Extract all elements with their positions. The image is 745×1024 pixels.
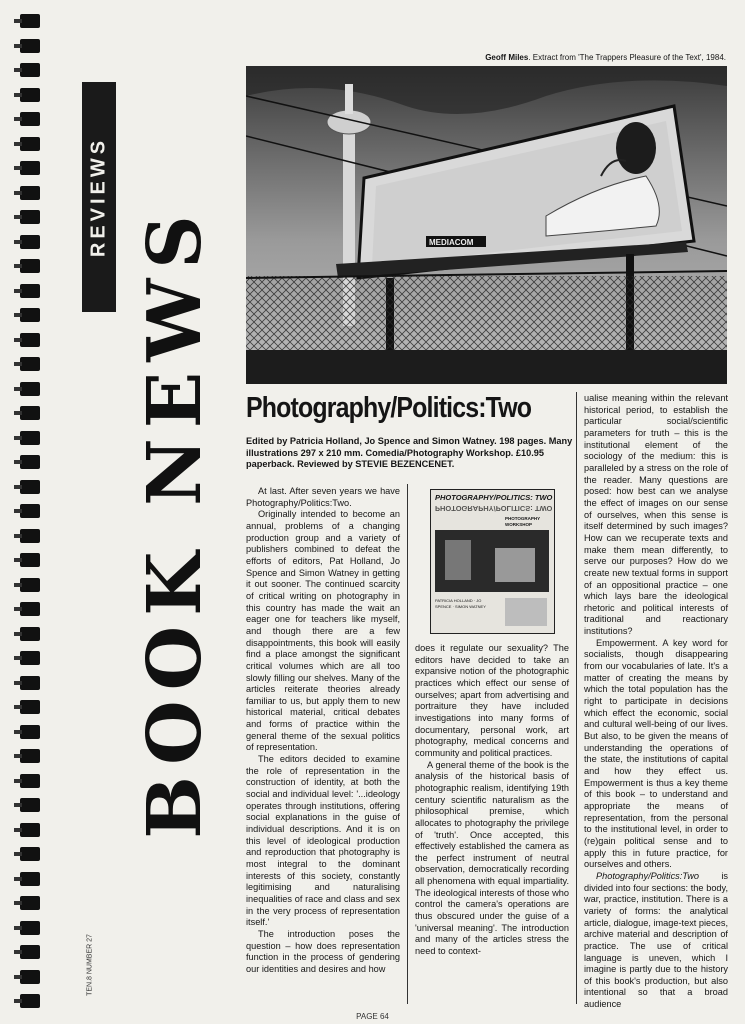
column-1 bbox=[246, 486, 400, 976]
paragraph-text: is divided into four sections: the body, war, practice, institution. There is a variety of forms: the analytical article, dialogue, image-text pieces, archive material and description of practice. The use of critical language is uneven, which I imagine is partly due to the history of this book's production, but also intentional so that a broad audience bbox=[584, 870, 729, 1010]
binding-ring bbox=[20, 259, 40, 273]
reviews-label bbox=[82, 82, 116, 312]
section-title bbox=[132, 62, 218, 982]
binding-ring bbox=[20, 994, 40, 1008]
binding-ring bbox=[20, 137, 40, 151]
paragraph: Empowerment. A key word for socialists, though disappearing from our vocabularies of late. It's a matter of creating the means by which the total population has the right to participate in decisions which effect the economic, social and cultural well-being of our lives. But also, to be given the means of understanding the operations of the state, the institutions of capital and how they effect us. Empowerment is thus a key theme of this book – to understand and appropriate the means of representation, from the personal to the institutional level, in order to (re)gain political sense and to apply this in future practice, for ourselves and others. bbox=[584, 637, 728, 870]
binding-ring bbox=[20, 284, 40, 298]
paragraph: The introduction poses the question – how does representation function in the process of gendering our identities and desires and how bbox=[246, 928, 400, 974]
column-rule bbox=[576, 392, 577, 1004]
column-3 bbox=[584, 393, 728, 1011]
paragraph: Originally intended to become an annual, problems of a changing production group and a variety of publishers combined to defeat the efforts of editors, Pat Holland, Jo Spence and Simon Watney in getting it out sooner. The continued scarcity of critical writing on photography in this country has made the wait an eager one for teachers like myself, and though there are a few disappointments, this book will easily find a place amongst the significant critical volumes which are all too slowly filling our shelves. Many of the articles reiterate theories already familiar to us, but apply them to new historical material, critical debates and forms of practice within the general theme of the sexual politics of representation. bbox=[246, 509, 400, 753]
binding-ring bbox=[20, 186, 40, 200]
binding-ring bbox=[20, 970, 40, 984]
binding-ring bbox=[20, 480, 40, 494]
binding-ring bbox=[20, 308, 40, 322]
binding-ring bbox=[20, 651, 40, 665]
binding-ring bbox=[20, 578, 40, 592]
binding-ring bbox=[20, 725, 40, 739]
article-subhead: Edited by Patricia Holland, Jo Spence and Simon Watney. 198 pages. Many illustrations 297 x 210 mm. Comedia/Photography Workshop. £10.95 paperback. Reviewed by STEVIE BEZENCENET. bbox=[246, 436, 573, 470]
cover-publisher: PHOTOGRAPHY WORKSHOP bbox=[505, 516, 541, 527]
binding-ring bbox=[20, 896, 40, 910]
binding-ring bbox=[20, 455, 40, 469]
paragraph: ualise meaning within the relevant historical period, to establish the particular social/scientific parameters for truth – this is the institutional element of the sociology of the medium: this is paralleled by a stress on the role of the reader. Many questions are posed: how best can we analyse the effect of images on our sense of ourselves, when this sense is itself determined by such images? How can we recuperate texts and make them mean differently, to serve our purposes? How do we create new textual forms in support of an oppositional practice – one which lays bare the ideological rhetoric and political interests of traditional and reactionary institutions? bbox=[584, 393, 728, 637]
issue-label bbox=[80, 930, 100, 1000]
binding-ring bbox=[20, 88, 40, 102]
column-2 bbox=[415, 643, 569, 958]
binding-ring bbox=[20, 749, 40, 763]
cover-detail bbox=[505, 598, 547, 626]
binding-ring bbox=[20, 235, 40, 249]
page-number: PAGE 64 bbox=[356, 1012, 389, 1021]
photo-credit-name: Geoff Miles bbox=[485, 53, 529, 62]
binding-ring bbox=[20, 39, 40, 53]
paragraph bbox=[584, 871, 728, 1011]
binding-ring bbox=[20, 553, 40, 567]
binding-ring bbox=[20, 63, 40, 77]
billboard-photo bbox=[246, 66, 727, 384]
binding-ring bbox=[20, 798, 40, 812]
book-cover-image bbox=[430, 489, 555, 634]
binding-ring bbox=[20, 921, 40, 935]
binding-ring bbox=[20, 774, 40, 788]
column-rule bbox=[407, 484, 408, 1004]
photo-credit-text: . Extract from 'The Trappers Pleasure of the Text', 1984. bbox=[528, 53, 726, 62]
paragraph: does it regulate our sexuality? The editors have decided to take an expansive notion of the photographic practices which effect our sense of ourselves; apart from advertising and portraiture they have included investigations into many forms of documentary, personal work, art photography, medical concerns and community and political practices. bbox=[415, 643, 569, 758]
binding-ring bbox=[20, 14, 40, 28]
binding-ring bbox=[20, 333, 40, 347]
binding-ring bbox=[20, 700, 40, 714]
billboard-sign: MEDIACOM bbox=[429, 238, 474, 247]
binding-ring bbox=[20, 945, 40, 959]
spiral-binding bbox=[0, 0, 42, 1024]
binding-ring bbox=[20, 529, 40, 543]
issue-text: TEN.8 NUMBER 27 bbox=[86, 934, 94, 996]
binding-ring bbox=[20, 406, 40, 420]
binding-ring bbox=[20, 431, 40, 445]
binding-ring bbox=[20, 602, 40, 616]
binding-ring bbox=[20, 161, 40, 175]
binding-ring bbox=[20, 112, 40, 126]
cover-image bbox=[435, 530, 549, 592]
binding-ring bbox=[20, 357, 40, 371]
paragraph: At last. After seven years we have Photography/Politics:Two. bbox=[246, 486, 400, 508]
binding-ring bbox=[20, 847, 40, 861]
photo-credit bbox=[246, 53, 726, 62]
cover-editors: PATRICIA HOLLAND · JO SPENCE · SIMON WATNEY bbox=[435, 598, 486, 609]
book-title-italic: Photography/Politics:Two bbox=[596, 870, 699, 881]
paragraph: A general theme of the book is the analysis of the historical basis of photographic realism, identifying 19th century scientific naturalism as the philosophical premise, which allocates to photography the privilege of 'truth'. Once accepted, this effectively established the camera as the perfect instrument of neutral observation, democratically recording all phenomena with equal impartiality. The ideological interests of those who control the camera's operations are thus obscured under the guise of a 'universal meaning'. The introduction and many of the articles stress the need to context- bbox=[415, 759, 569, 957]
article-headline: Photography/Politics:Two bbox=[246, 392, 532, 424]
binding-ring bbox=[20, 504, 40, 518]
binding-ring bbox=[20, 823, 40, 837]
binding-ring bbox=[20, 872, 40, 886]
book-news-title: BOOK NEWS bbox=[132, 205, 218, 839]
reviews-text: REVIEWS bbox=[87, 136, 110, 258]
binding-ring bbox=[20, 210, 40, 224]
paragraph: The editors decided to examine the role of representation in the construction of identity, at both the social and individual level: '...ideology operates through institutions, offering social explanations in the guise of individual descriptions. And it is on this level of ideological production and reproduction that photography is most integral to the dominant interests of this society, constantly legitimising and naturalising inequalities of race and class and sex in the very process of representation itself.' bbox=[246, 754, 400, 928]
binding-ring bbox=[20, 627, 40, 641]
cover-title: PHOTOGRAPHY/POLITICS: TWO bbox=[435, 493, 553, 502]
binding-ring bbox=[20, 676, 40, 690]
binding-ring bbox=[20, 382, 40, 396]
cover-title-mirror: PHOTOGRAPHY/POLITICS: TWO bbox=[435, 504, 553, 513]
